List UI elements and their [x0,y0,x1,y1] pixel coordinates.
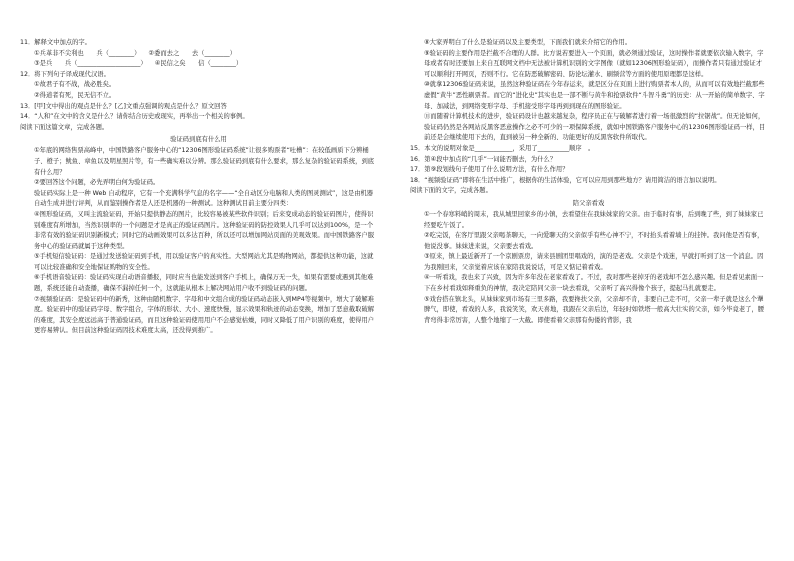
story-paragraph-3: ③原来，镇上最近新开了一个京剧票房，请来县剧团里唱戏的，演的是老戏。父亲是个戏迷，早就打听到了这一个消息。因为我刚回来，父亲觉着应该在家陪我说说话，可是又惦记着看戏。 [424,253,764,271]
question-18: 18．“视频验证码”即将在生活中推广，根据你的生活体验，它可以应用到那些地方？请用简洁的语言加以说明。 [410,176,721,184]
q11-item-1: ①兵革非不尖利也 兵（________） [34,49,141,57]
reading-instruction-2: 阅读下面的文字，完成各题。 [410,187,492,195]
q11-item-3: ③是兵 兵（____________________） [34,60,147,68]
article-paragraph-3: 验证码实际上是一种 Web 自动程序，它有一个充满科学气息的名字——“全自动区分电脑和人类的图灵测试”，这是由机器自动生成并进行评判，从而鉴别操作者是人还是机器的一种测试。这种测试目前主要分四类： [34,189,374,208]
question-14: 14．“人和”在文中的含义是什么？请你结合历史或现实，再举出一个相关的事例。 [20,113,249,121]
question-15: 15．本文的说明对象是____________，采用了__________顺序 。 [410,144,595,152]
question-12-item-2: ②得道者有死，民无信不立。 [34,91,116,99]
article-paragraph-9: ⑨验证码的主要作用是拦截不合理的人群。比方说若要进入一个页面，就必须通过验证，这时操作者就要依次输入数字，字母或者有时还要加上来自互联网文档中无法被计算机识别的文字图像（就如12306图形验证码），而操作者只有通过验证才可以顺利打开网页，否则不行。它在防恶破解密码、防论坛灌水、刷频营等方面的使用原理都是这样。 [424,49,764,78]
question-11: 11．解释文中加点的字。 [20,39,91,46]
article-paragraph-1: ①年底的网络售票高峰中，中国铁路客户服务中心的“12306图形验证码系统”让很多购票者“吐槽”：在较低画质下分辨桶子、橙子；鱿鱼、章鱼以及明星照片等，有一些确实难以分辨。那么验证码到底有什么要求，那么复杂的验证码系统，到底有什么用？ [34,147,375,176]
article-paragraph-4: ④图形验证码，又叫主流验证码，开始只提供静态的图片，比较容易被某些软件识别；后来变成动态的验证码图片，使得识别难度有所增加，当然识别率的一个问题是才是真正的验证码图片。这种验证码的防控效果人几乎可以达到100%，是一个非常有效的验证码识别新模式；同时它的动画效果可以多达百种，所以还可以增加网站页面的美观效果。而中国铁路客户服务中心的验证码就属于这种类型。 [34,210,375,250]
article-paragraph-10: ⑩就拿12306验证码来说，虽然这种验证码在今年春运来，就是区分在页面上进行购票者本人的，从而可以有效地拦截那些虚假“黄牛”恶性刷票者。而它的“进化史”其实也是一部不断与黄牛和抢票软件“斗智斗勇”的历史：从一开始的简单数字、字母、加减法，到网络变形字母、手机接受形字母再到到现在的图形验证。 [424,81,765,110]
question-12: 12．将下列句子译成现代汉语。 [20,70,110,78]
reading-instruction: 阅读下面这篇文章，完成各题。 [20,123,109,131]
q11-item-4: ④民信之矣 信（________） [154,60,243,68]
question-13: 13．[甲]文中得出的观点是什么？[乙]文重点强调的观点是什么？原文回答 [20,102,227,110]
question-16: 16．第④段中加点的“几乎”一词能否删去，为什么？ [410,155,557,163]
story-paragraph-2: ②吃完饭，在客厅里跟父亲喝茶聊天，一向爱聊天的父亲似乎有些心神不宁，不时抬头看着墙上的挂钟。我问他是否有事，他说没事。妹妹进来说，父亲要去看戏。 [424,232,764,250]
story-paragraph-5: ⑤戏台搭在镇北头，从妹妹家到市场有三里多路，我要搀扶父亲，父亲却不肯，非要自己走不可，父亲一辈子就是这么个犟脾气，即使，看戏的人多，我说笑笑，欢天喜地，我跟在父亲后边，年轻时如铁塔一般高大壮实的父亲，如今毕竟老了，腰背弯得非常厉害，人整个地缩了一大截。即使看着父亲那有佝偻的背影，我 [424,295,765,324]
question-11-items-row2 [20,59,377,70]
article-paragraph-6: ⑥手机语音验证码：验证码实现自动语音播报，同时应当也能发送到客户手机上，确保万无一失，如果有需要或遇到其他难题，系统还能自动查播，确保不漏掉任何一个，这就能从根本上解决网站用户收不到验证码的问题。 [34,274,374,293]
article-paragraph-7: ⑦视频验证码：是验证码中的新秀，这种由随机数字、字母和中文组合成的验证码动态嵌入到MP4等视频中，增大了破解难度。验证码中的验证码字母、数字组合，字体的形状、大小、速度快慢，显示效果和轨迹的动态变换，增加了恶意截取破解的难度，其安全度远远高于普通验证码，而且这种验证码使用用户不会感觉枯燥，同时又降低了用户识别的难度，使得用户更容易辨认。但目前这种验证码因技术难度太高，还没得到推广。 [34,295,375,335]
left-column [20,38,377,337]
story-paragraph-1: ①一个春寒料峭的周末，我从城里回家乡的小镇，去看望住在我妹妹家的父亲。由于临时有事，后到晚了些，到了妹妹家已经要吃午饭了。 [424,210,764,229]
article-paragraph-8: ⑧大家弄明白了什么是验证码以及主要类型，下面我们就来介绍它的作用。 [424,39,632,46]
q11-item-2: ②委而去之 去（________） [148,49,236,57]
right-column [410,38,767,326]
article-paragraph-11: ⑪而随着计算机技术的进步，验证码设计也越来越复杂，程序员正在与破解者进行着一场很激烈的“拉锯战”。但无论如何，验证码仍然是各网站反黑客恶意操作之必不可少的一项保障系统，就如中国铁路客户服务中心的12306图形验证码一样，目前还是会继续使用下去的，直到被另一种全新的、功能更好的反黑客软件所取代。 [424,113,766,142]
question-17: 17．第⑨段划线句子使用了什么说明方法，有什么作用？ [410,166,569,174]
question-11-items-row1 [20,49,377,60]
article-paragraph-2: ②要回答这个问题，必先弄明白何为验证码。 [34,179,160,187]
article-title: 验证码到底有什么用 [170,136,227,144]
question-12-item-1: ①故君子有不战，战必胜矣。 [34,81,116,89]
article-title-2: 陪父亲看戏 [572,199,605,207]
article-paragraph-5: ⑤手机短信验证码：是通过发送验证码到手机，用以验证客户的真实性。大型网站尤其是购物网站，都提供这种功能，这就可以比较准确和安全地保证购物的安全性。 [34,253,374,271]
story-paragraph-4: ④一听看戏，我也来了兴致，因为许多年没在老家看戏了。不过，我对那些老掉牙的老戏却不怎么感兴趣。但是看见素面一下在乡村看戏如释重负的神情，我决定陪同父亲一块去看戏，父亲听了高兴得像个孩子，提起马扎就要走。 [424,274,764,293]
